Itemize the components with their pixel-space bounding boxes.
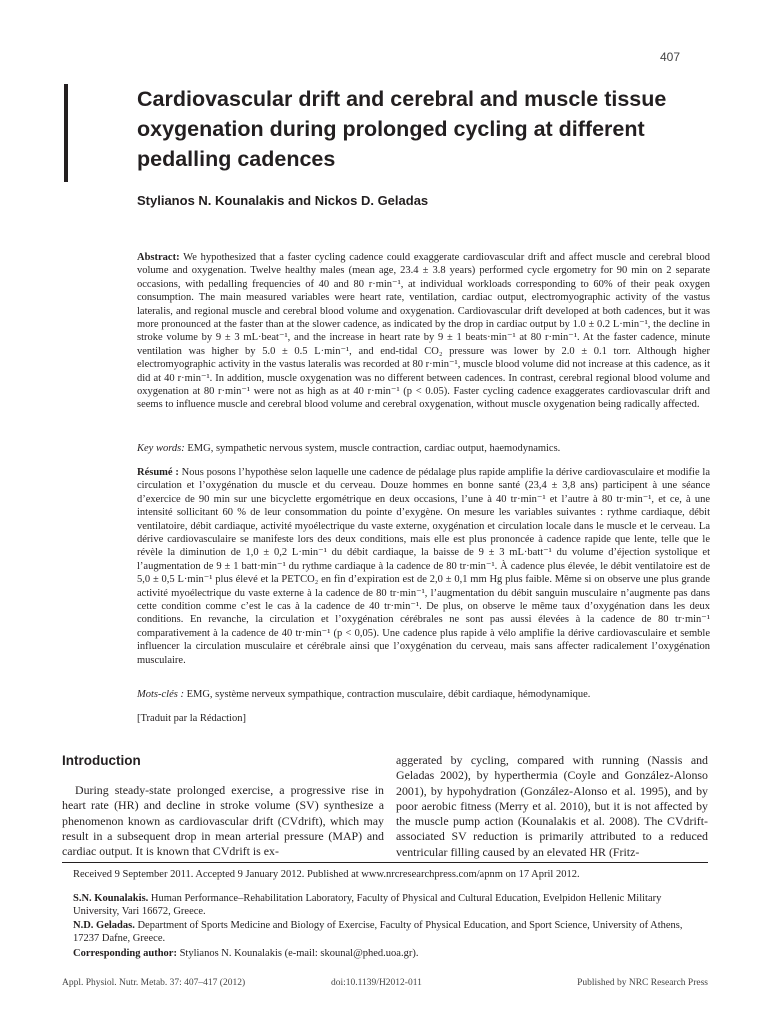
resume-label: Résumé : — [137, 467, 179, 478]
intro-right-column: aggerated by cycling, compared with running (Nassis and Geladas 2002), by hyperthermia (Coyle and González-Alonso 2001), by hypohydration (González-Alonso et al. 1995), and by poor aerobic fitness (Merry et al. 2010), but it is not affected by the muscle pump action (Kounalakis et al. 2008). The CVdrift-associated SV reduction is primarily attributed to a reduced ventricular filling caused by an elevated HR (Fritz- — [396, 753, 708, 859]
mots-cles-label: Mots-clés : — [137, 689, 184, 700]
author-list: Stylianos N. Kounalakis and Nickos D. Geladas — [137, 193, 429, 208]
footnote-divider — [62, 862, 708, 863]
section-heading-introduction: Introduction — [62, 753, 141, 768]
footer-doi: doi:10.1139/H2012-011 — [331, 978, 422, 988]
affiliation-1-text: Human Performance–Rehabilitation Laboratory, Faculty of Physical and Cultural Education, Evelpidon Hellenic Military University, Vari 16672, Greece. — [73, 893, 662, 918]
corresponding-author-text: Stylianos N. Kounalakis (e-mail: skounal@phed.uoa.gr). — [176, 948, 419, 959]
abstract-text: We hypothesized that a faster cycling cadence could exaggerate cardiovascular drift and affect muscle and cerebral blood volume and oxygenation. Twelve healthy males (mean age, 23.4 ± 3.8 years) performed cycle ergometry for 90 min on 2 separate occasions, with pedalling frequencies of 40 and 80 r·min⁻¹, at individual workloads corresponding to 60% of their peak oxygen consumption. The main measured variables were heart rate, ventilation, cardiac output, electromyographic activity of the vastus lateralis, and regional muscle and cerebral blood volume and oxygenation. Cardiovascular drift developed at both cadences, but it was more pronounced at the faster than at the slower cadence, as indicated by the drop in cardiac output by 1.0 ± 0.2 L·min⁻¹, the decline in stroke volume by 9 ± 3 mL·beat⁻¹, and the increase in heart rate by 9 ± 1 beats·min⁻¹ at 80 r·min⁻¹. At the faster cadence, minute ventilation was higher by 5.0 ± 0.5 L·min⁻¹, and end-tidal CO₂ pressure was lower by 2.0 ± 0.1 torr. Although higher electromyographic activity in the vastus lateralis was recorded at 80 r·min⁻¹, muscle blood volume did not increase at this cadence, as it did at 40 r·min⁻¹. In addition, muscle oxygenation was no different between cadences. In contrast, cerebral regional blood volume and oxygenation at 80 r·min⁻¹ were not as high as at 40 r·min⁻¹ (p < 0.05). Faster cycling cadence exaggerates cardiovascular drift and seems to influence muscle and cerebral blood volume and cerebral oxygenation, without muscle oxygenation being radically affected. — [137, 252, 710, 411]
corresponding-author-label: Corresponding author: — [73, 948, 177, 959]
resume-text: Nous posons l’hypothèse selon laquelle une cadence de pédalage plus rapide amplifie la dérive cardiovasculaire et modifie la circulation et l’oxygénation du muscle et du cerveau. Douze hommes en bonne santé (23,4 ± 3,8 ans) participent à une séance d’exercice de 90 min sur une bicyclette ergométrique en deux occasions, l’une à 40 tr·min⁻¹ et l’autre à 80 tr·min⁻¹, et ce, à une intensité sollicitant 60 % de leur consommation du pointe d’exygène. On mesure les variables suivantes : rythme cardiaque, débit ventilatoire, débit cardiaque, activité myoélectrique du vaste externe, oxygénation et circulation locale dans le muscle et le cerveau. La dérive cardiovasculaire se manifeste lors des deux conditions, mais elle est plus prononcée à cadence rapide que lente, telle que le révèle la diminution de 1,0 ± 0,2 L·min⁻¹ du débit cardiaque, la baisse de 9 ± 3 mL·batt⁻¹ du volume d’éjection systolique et l’augmentation de 9 ± 1 batt·min⁻¹ du rythme cardiaque à la cadence de 80 tr·min⁻¹. À cadence plus élevée, le débit ventilatoire est de 5,0 ± 0,5 L·min⁻¹ plus élevé et la PETCO₂ en fin d’expiration est de 2,0 ± 0,1 mm Hg plus faible. Même si on observe une plus grande activité myoélectrique du vaste externe à la cadence de 80 tr·min⁻¹, l’augmentation du débit sanguin musculaire n’augmente pas dans cette condition comme c’est le cas à la cadence de 40 tr·min⁻¹. De plus, on observe le même taux d’oxygénation dans les deux conditions. En revanche, la circulation et l’oxygénation cérébrales ne sont pas aussi élevées à la cadence de 80 tr·min⁻¹ comparativement à la cadence de 40 tr·min⁻¹ (p < 0,05). Une cadence plus rapide à vélo amplifie la dérive cardiovasculaire et semble influencer la circulation musculaire et cérébrale ainsi que l’oxygénation du cerveau, mais sans affecter radicalement l’oxygénation musculaire. — [137, 467, 710, 666]
received-dates: Received 9 September 2011. Accepted 9 January 2012. Published at www.nrcresearchpress.com/apnm on 17 April 2012. — [73, 869, 580, 880]
mots-cles-text: EMG, système nerveux sympathique, contraction musculaire, débit cardiaque, hémodynamique. — [183, 689, 591, 700]
footer-journal-citation: Appl. Physiol. Nutr. Metab. 37: 407–417 (2012) — [62, 978, 246, 988]
intro-left-column: During steady-state prolonged exercise, a progressive rise in heart rate (HR) and decline in stroke volume (SV) synthesize a phenomenon known as cardiovascular drift (CVdrift), which may result in a subsequent drop in mean arterial pressure (MAP) and cardiac output. It is known that CVdrift is ex- — [62, 783, 384, 859]
article-title: Cardiovascular drift and cerebral and muscle tissue oxygenation during prolonged cycling at different pedalling cadences — [137, 87, 667, 171]
keywords-text: EMG, sympathetic nervous system, muscle contraction, cardiac output, haemodynamics. — [184, 443, 561, 454]
resume — [137, 466, 710, 667]
affiliation-1-name: S.N. Kounalakis. — [73, 893, 149, 904]
footer-publisher: Published by NRC Research Press — [577, 978, 708, 988]
affiliation-1 — [73, 892, 708, 919]
abstract — [137, 251, 710, 412]
keywords — [137, 442, 710, 455]
affiliation-2-text: Department of Sports Medicine and Biology of Exercise, Faculty of Physical Education, and Sport Science, University of Athens, 17237 Dafne, Greece. — [73, 920, 683, 945]
corresponding-author — [73, 947, 708, 960]
affiliation-2 — [73, 919, 708, 946]
page-number: 407 — [659, 50, 680, 64]
mots-cles — [137, 688, 710, 701]
title-accent-bar — [64, 84, 68, 182]
translation-note: [Traduit par la Rédaction] — [137, 713, 246, 724]
abstract-label: Abstract: — [137, 252, 180, 263]
keywords-label: Key words: — [137, 443, 185, 454]
affiliation-2-name: N.D. Geladas. — [73, 920, 135, 931]
